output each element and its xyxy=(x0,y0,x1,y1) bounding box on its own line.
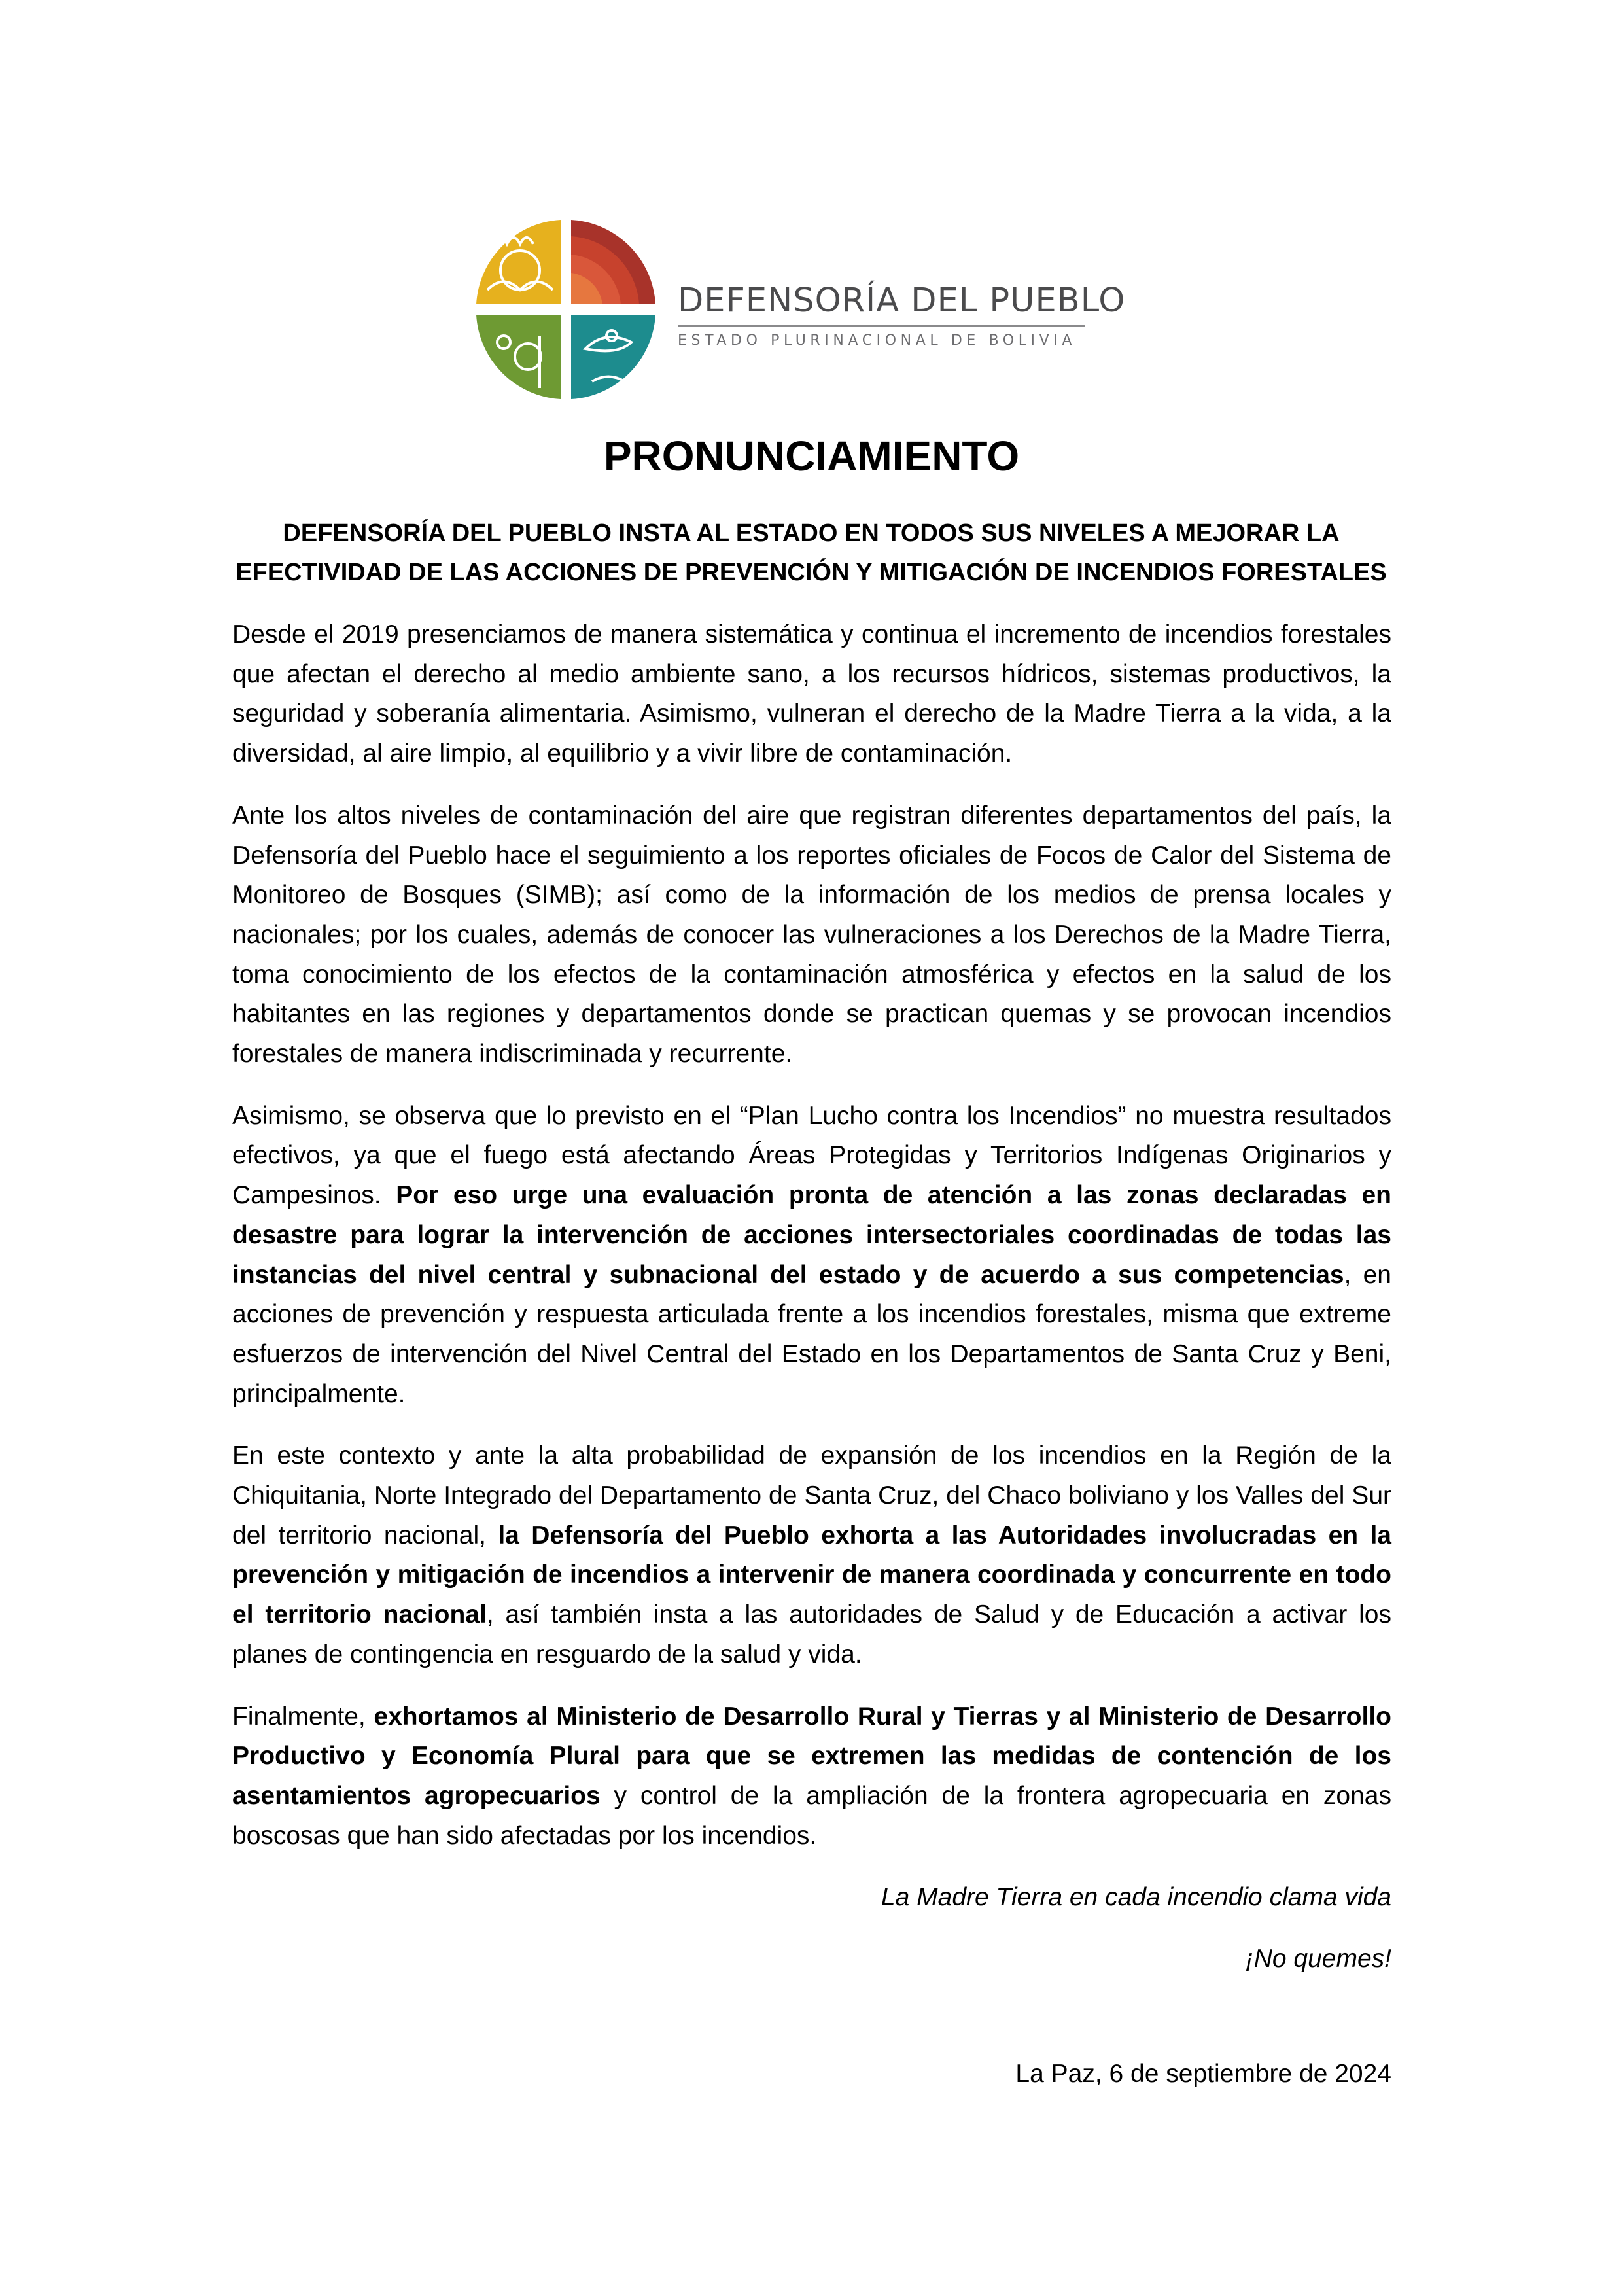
closing-slogan: ¡No quemes! xyxy=(1245,1945,1391,1973)
header-logo xyxy=(471,215,1126,411)
defensoria-logo-icon xyxy=(471,215,661,404)
closing-motto: La Madre Tierra en cada incendio clama vida xyxy=(881,1883,1391,1912)
paragraph-3 xyxy=(232,1097,1391,1415)
paragraph-3-text: Asimismo, se observa que lo previsto en el “Plan Lucho contra los Incendios” no muestra resultados efectivos, ya que el fuego está afectando Áreas Protegidas y Territorios Indígenas Originarios y Campesinos. xyxy=(232,1101,1391,1210)
paragraph-4-text: En este contexto y ante la alta probabilidad de expansión de los incendios en la Región de la Chiquitania, Norte Integrado del Departamento de Santa Cruz, del Chaco boliviano y los Valles del Sur del territorio nacional, xyxy=(232,1441,1391,1549)
paragraph-3-text-end: , en acciones de prevención y respuesta articulada frente a los incendios forestales, misma que extreme esfuerzos de intervención del Nivel Central del Estado en los Departamentos de Santa Cruz y Beni, principalmente. xyxy=(232,1260,1391,1408)
paragraph-4-emphasis: la Defensoría del Pueblo exhorta a las Autoridades involucradas en la prevención y mitigación de incendios a intervenir de manera coordinada y concurrente en todo el territorio nacional xyxy=(232,1521,1391,1629)
document-date: La Paz, 6 de septiembre de 2024 xyxy=(1015,2060,1391,2088)
paragraph-4-text-end: , así también insta a las autoridades de Salud y de Educación a activar los planes de contingencia en resguardo de la salud y vida. xyxy=(232,1600,1391,1669)
paragraph-4 xyxy=(232,1436,1391,1674)
org-subtitle: ESTADO PLURINACIONAL DE BOLIVIA xyxy=(678,332,1077,349)
paragraph-1: Desde el 2019 presenciamos de manera sistemática y continua el incremento de incendios forestales que afectan el derecho al medio ambiente sano, a los recursos hídricos, sistemas productivos, la seguridad y soberanía alimentaria. Asimismo, vulneran el derecho de la Madre Tierra a la vida, a la diversidad, al aire limpio, al equilibrio y a vivir libre de contaminación. xyxy=(232,620,1391,768)
paragraph-5 xyxy=(232,1697,1391,1856)
org-name: DEFENSORÍA DEL PUEBLO xyxy=(678,281,1126,320)
logo-wordmark xyxy=(678,281,1126,349)
paragraph-5-text: Finalmente, xyxy=(232,1702,374,1731)
document-body xyxy=(232,615,1391,2001)
org-name-divider xyxy=(678,325,1085,327)
subtitle-line-1: DEFENSORÍA DEL PUEBLO INSTA AL ESTADO EN TODOS SUS NIVELES A MEJORAR LA xyxy=(283,520,1340,547)
paragraph-3-emphasis: Por eso urge una evaluación pronta de atención a las zonas declaradas en desastre para lograr la intervención de acciones intersectoriales coordinadas de todas las instancias del nivel central y subnacional del estado y de acuerdo a sus competencias xyxy=(232,1181,1391,1289)
document-title: PRONUNCIAMIENTO xyxy=(603,433,1020,480)
document-subtitle xyxy=(222,514,1400,592)
paragraph-5-emphasis: exhortamos al Ministerio de Desarrollo Rural y Tierras y al Ministerio de Desarrollo Productivo y Economía Plural para que se extremen las medidas de contención de los asentamientos agropecuarios xyxy=(232,1702,1391,1810)
subtitle-line-2: EFECTIVIDAD DE LAS ACCIONES DE PREVENCIÓN Y MITIGACIÓN DE INCENDIOS FORESTALES xyxy=(236,559,1387,586)
paragraph-5-text-end: y control de la ampliación de la frontera agropecuaria en zonas boscosas que han sido afectadas por los incendios. xyxy=(232,1781,1391,1850)
paragraph-2: Ante los altos niveles de contaminación del aire que registran diferentes departamentos del país, la Defensoría del Pueblo hace el seguimiento a los reportes oficiales de Focos de Calor del Sistema de Monitoreo de Bosques (SIMB); así como de la información de los medios de prensa locales y nacionales; por los cuales, además de conocer las vulneraciones a los Derechos de la Madre Tierra, toma conocimiento de los efectos de la contaminación atmosférica y efectos en la salud de los habitantes en las regiones y departamentos donde se practican quemas y se provocan incendios forestales de manera indiscriminada y recurrente. xyxy=(232,801,1391,1069)
